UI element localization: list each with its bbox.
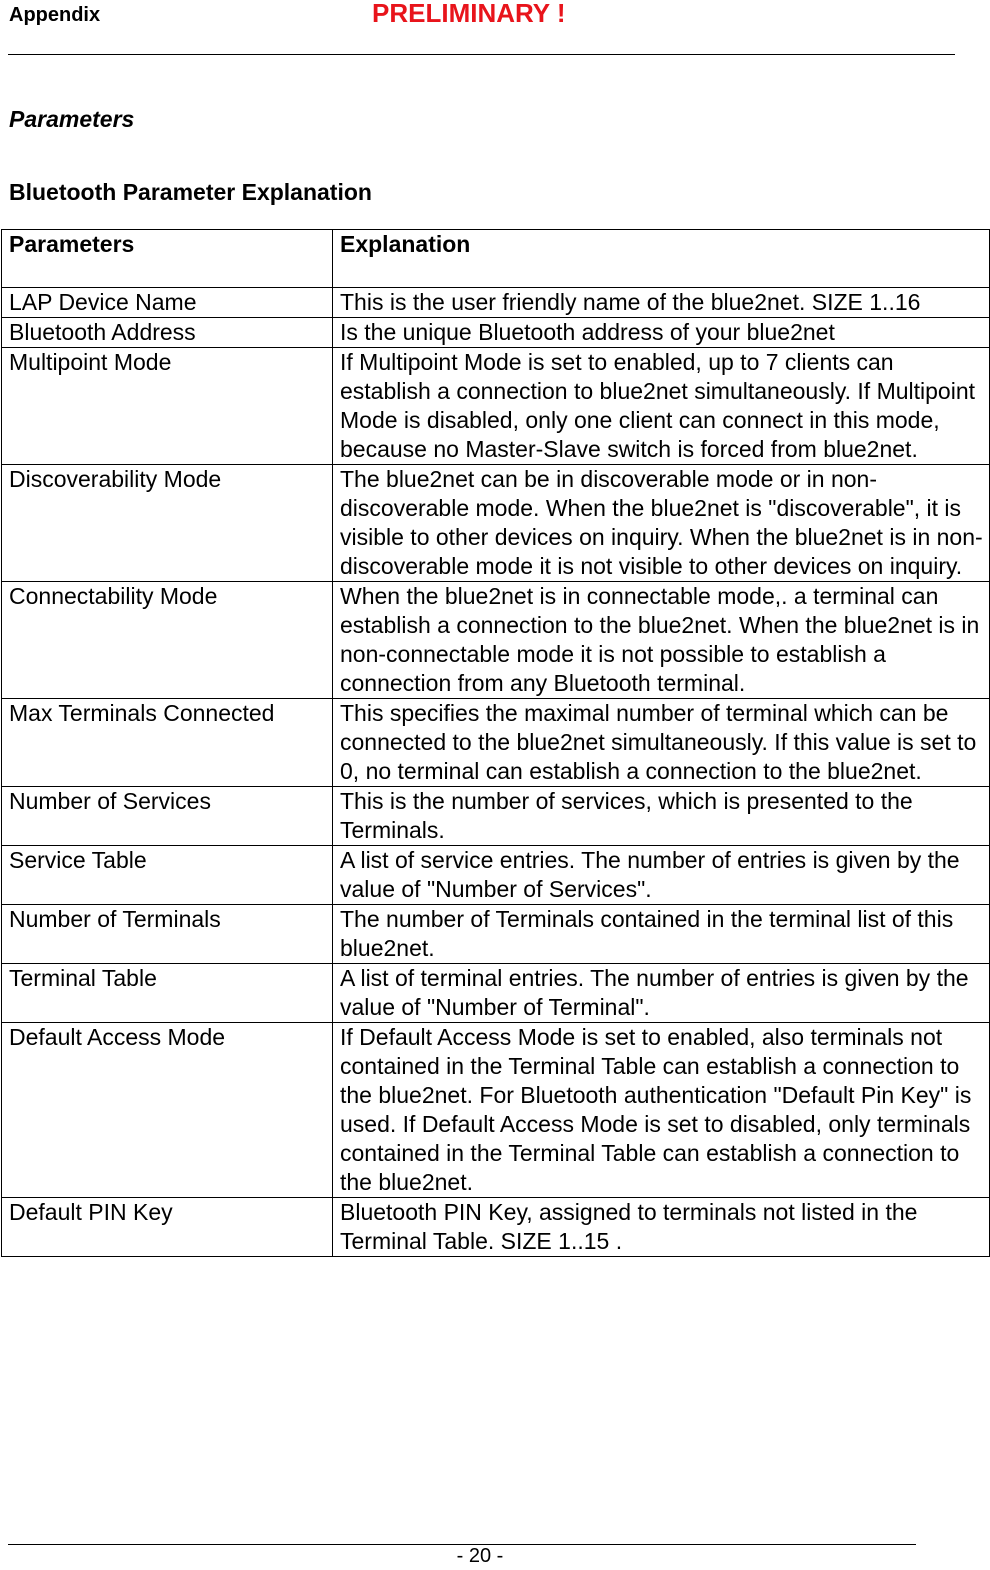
page-header <box>0 0 990 56</box>
explanation-cell: If Default Access Mode is set to enabled, also terminals not contained in the Terminal Table can establish a connection to the blue2net. For Bluetooth authentication "Default Pin Key" is used. If Default Access Mode is set to disabled, only terminals contained in the Terminal Table can establish a connection to the blue2net. <box>333 1023 990 1198</box>
parameter-cell: Service Table <box>2 846 333 905</box>
table-row <box>2 1023 990 1198</box>
parameter-cell: Terminal Table <box>2 964 333 1023</box>
table-title: Bluetooth Parameter Explanation <box>9 179 372 205</box>
parameter-cell: Bluetooth Address <box>2 318 333 348</box>
header-appendix-label: Appendix <box>9 4 101 26</box>
table-row <box>2 787 990 846</box>
parameter-cell: Default Access Mode <box>2 1023 333 1198</box>
table-row <box>2 964 990 1023</box>
table-row <box>2 846 990 905</box>
table-row <box>2 905 990 964</box>
parameter-cell: Discoverability Mode <box>2 465 333 582</box>
table-row <box>2 699 990 787</box>
parameter-cell: Connectability Mode <box>2 582 333 699</box>
section-title: Parameters <box>9 106 135 132</box>
parameter-table <box>1 229 990 1257</box>
parameter-cell: Max Terminals Connected <box>2 699 333 787</box>
explanation-cell: This specifies the maximal number of terminal which can be connected to the blue2net simultaneously. If this value is set to 0, no terminal can establish a connection to the blue2net. <box>333 699 990 787</box>
table-row <box>2 318 990 348</box>
explanation-cell: The number of Terminals contained in the terminal list of this blue2net. <box>333 905 990 964</box>
table-row <box>2 465 990 582</box>
parameter-cell: Number of Terminals <box>2 905 333 964</box>
table-row <box>2 582 990 699</box>
explanation-cell: When the blue2net is in connectable mode,. a terminal can establish a connection to the blue2net. When the blue2net is in non-connectable mode it is not possible to establish a connection from any Bluetooth terminal. <box>333 582 990 699</box>
header-divider <box>8 54 955 55</box>
explanation-cell: The blue2net can be in discoverable mode or in non-discoverable mode. When the blue2net is "discoverable", it is visible to other devices on inquiry. When the blue2net is in non-discoverable mode it is not visible to other devices on inquiry. <box>333 465 990 582</box>
explanation-cell: A list of service entries. The number of entries is given by the value of "Number of Services". <box>333 846 990 905</box>
header-preliminary-label: PRELIMINARY ! <box>372 0 566 28</box>
parameter-cell: Multipoint Mode <box>2 348 333 465</box>
table-row <box>2 348 990 465</box>
explanation-cell: Is the unique Bluetooth address of your blue2net <box>333 318 990 348</box>
table-header-row <box>2 230 990 288</box>
parameter-cell: Number of Services <box>2 787 333 846</box>
explanation-cell: This is the user friendly name of the blue2net. SIZE 1..16 <box>333 288 990 318</box>
page-number: - 20 - <box>456 1545 504 1567</box>
column-header-parameters: Parameters <box>2 230 333 288</box>
table-row <box>2 288 990 318</box>
table-row <box>2 1198 990 1257</box>
explanation-cell: Bluetooth PIN Key, assigned to terminals not listed in the Terminal Table. SIZE 1..15 . <box>333 1198 990 1257</box>
explanation-cell: This is the number of services, which is presented to the Terminals. <box>333 787 990 846</box>
column-header-explanation: Explanation <box>333 230 990 288</box>
parameter-cell: LAP Device Name <box>2 288 333 318</box>
parameter-cell: Default PIN Key <box>2 1198 333 1257</box>
table-body <box>2 288 990 1257</box>
explanation-cell: A list of terminal entries. The number of entries is given by the value of "Number of Terminal". <box>333 964 990 1023</box>
explanation-cell: If Multipoint Mode is set to enabled, up to 7 clients can establish a connection to blue2net simultaneously. If Multipoint Mode is disabled, only one client can connect in this mode, because no Master-Slave switch is forced from blue2net. <box>333 348 990 465</box>
